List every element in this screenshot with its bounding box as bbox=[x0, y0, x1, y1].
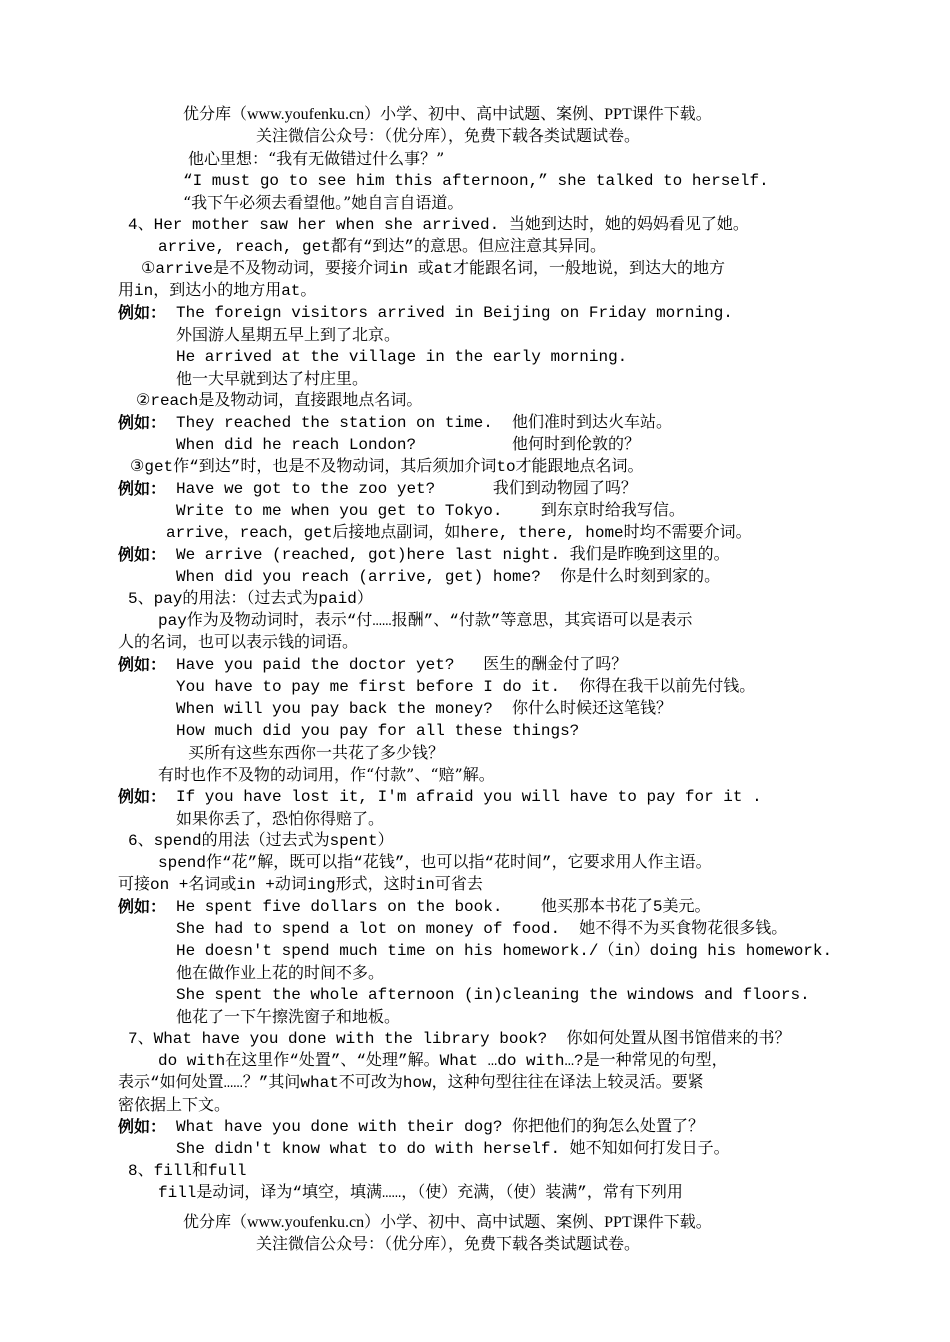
example-sentence: Write to me when you get to Tokyo. 到东京时给我写信。 bbox=[176, 502, 685, 520]
header-line-2: 关注微信公众号：（优分库），免费下载各类试题试卷。 bbox=[256, 128, 641, 145]
example-label: 例如： bbox=[118, 545, 167, 564]
text-line: 他心里想：“我有无做错过什么事？” bbox=[188, 149, 445, 168]
example-sentence: When did he reach London? 他何时到伦敦的？ bbox=[176, 436, 641, 454]
example-sentence: He spent five dollars on the book. 他买那本书花了5美元。 bbox=[176, 898, 711, 916]
text-line: ①arrive是不及物动词，要接介词in 或at才能跟名词，一般地说，到达大的地方 bbox=[141, 260, 725, 278]
example-label: 例如： bbox=[118, 897, 167, 916]
example-label: 例如： bbox=[118, 479, 167, 498]
example-label: 例如： bbox=[118, 413, 167, 432]
example-sentence: She didn't know what to do with herself. 她不知如何打发日子。 bbox=[176, 1140, 730, 1158]
example-sentence: If you have lost it, I'm afraid you will have to pay for it . bbox=[176, 788, 762, 806]
example-translation: 他一大早就到达了村庄里。 bbox=[176, 369, 369, 388]
example-translation: 外国游人星期五早上到了北京。 bbox=[176, 325, 401, 344]
section-heading: 7、What have you done with the library book? 你如何处置从图书馆借来的书？ bbox=[128, 1030, 791, 1048]
example-sentence: What have you done with their dog? 你把他们的狗怎么处置了？ bbox=[176, 1118, 705, 1136]
example-sentence: You have to pay me first before I do it. 你得在我干以前先付钱。 bbox=[176, 678, 756, 696]
text-line: “我下午必须去看望他。”她自言自语道。 bbox=[183, 193, 464, 212]
footer-line-1: 优分库（www.youfenku.cn）小学、初中、高中试题、案例、PPT课件下载。 bbox=[183, 1214, 712, 1231]
example-sentence: They reached the station on time. 他们准时到达火车站。 bbox=[176, 414, 673, 432]
section-heading: 5、pay的用法：（过去式为paid） bbox=[128, 590, 373, 608]
example-sentence: We arrive (reached, got)here last night. 我们是昨晚到这里的。 bbox=[176, 546, 730, 564]
text-line: 密依据上下文。 bbox=[118, 1095, 231, 1114]
example-label: 例如： bbox=[118, 303, 167, 322]
text-line: 人的名词，也可以表示钱的词语。 bbox=[118, 634, 359, 652]
text-line: 用in，到达小的地方用at。 bbox=[118, 282, 317, 300]
example-translation: 买所有这些东西你一共花了多少钱？ bbox=[188, 743, 445, 762]
text-line: arrive，reach，get后接地点副词，如here, there, home时均不需要介词。 bbox=[166, 524, 752, 542]
text-line: ②reach是及物动词，直接跟地点名词。 bbox=[136, 392, 423, 410]
text-line: ③get作“到达”时，也是不及物动词，其后须加介词to才能跟地点名词。 bbox=[130, 458, 644, 476]
section-heading: 8、fill和full bbox=[128, 1162, 247, 1180]
example-sentence: The foreign visitors arrived in Beijing on Friday morning. bbox=[176, 304, 733, 322]
example-sentence: When will you pay back the money? 你什么时候还这笔钱？ bbox=[176, 700, 673, 718]
example-translation: 如果你丢了，恐怕你得赔了。 bbox=[176, 809, 385, 828]
header-line-1: 优分库（www.youfenku.cn）小学、初中、高中试题、案例、PPT课件下载。 bbox=[183, 106, 712, 123]
text-line: fill是动词，译为“填空，填满……，（使）充满，（使）装满”，常有下列用 bbox=[158, 1184, 683, 1202]
example-sentence: He doesn't spend much time on his homework./（in）doing his homework. bbox=[176, 942, 833, 960]
text-line: 可接on +名词或in +动词ing形式，这时in可省去 bbox=[118, 876, 483, 894]
text-line: arrive, reach, get都有“到达”的意思。但应注意其异同。 bbox=[158, 238, 607, 256]
example-label: 例如： bbox=[118, 1117, 167, 1136]
example-translation: 他在做作业上花的时间不多。 bbox=[176, 963, 385, 982]
text-line: 表示“如何处置……？”其问what不可改为how，这种句型往往在译法上较灵活。要紧 bbox=[118, 1074, 704, 1092]
example-label: 例如： bbox=[118, 655, 167, 674]
text-line: spend作“花”解，既可以指“花钱”，也可以指“花时间”，它要求用人作主语。 bbox=[158, 854, 712, 872]
text-line: do with在这里作“处置”、“处理”解。What …do with…?是一种常见的句型， bbox=[158, 1052, 728, 1070]
example-translation: 他花了一下午擦洗窗子和地板。 bbox=[176, 1007, 401, 1026]
example-sentence: She had to spend a lot on money of food. 她不得不为买食物花很多钱。 bbox=[176, 920, 788, 938]
section-heading: 4、Her mother saw her when she arrived. 当她到达时，她的妈妈看见了她。 bbox=[128, 216, 749, 234]
example-label: 例如： bbox=[118, 787, 167, 806]
example-sentence: Have we got to the zoo yet? 我们到动物园了吗？ bbox=[176, 480, 637, 498]
text-line: 有时也作不及物的动词用，作“付款”、“赔”解。 bbox=[158, 765, 495, 784]
example-sentence: How much did you pay for all these things? bbox=[176, 722, 580, 740]
example-sentence: Have you paid the doctor yet? 医生的酬金付了吗？ bbox=[176, 656, 628, 674]
footer-line-2: 关注微信公众号：（优分库），免费下载各类试题试卷。 bbox=[256, 1236, 641, 1253]
example-sentence: He arrived at the village in the early morning. bbox=[176, 348, 628, 366]
example-sentence: She spent the whole afternoon (in)cleaning the windows and floors. bbox=[176, 986, 810, 1004]
section-heading: 6、spend的用法（过去式为spent） bbox=[128, 832, 394, 850]
text-line: “I must go to see him this afternoon,” she talked to herself. bbox=[183, 172, 769, 190]
example-sentence: When did you reach (arrive, get) home? 你是什么时刻到家的。 bbox=[176, 568, 721, 586]
text-line: pay作为及物动词时，表示“付……报酬”、“付款”等意思，其宾语可以是表示 bbox=[158, 612, 693, 630]
